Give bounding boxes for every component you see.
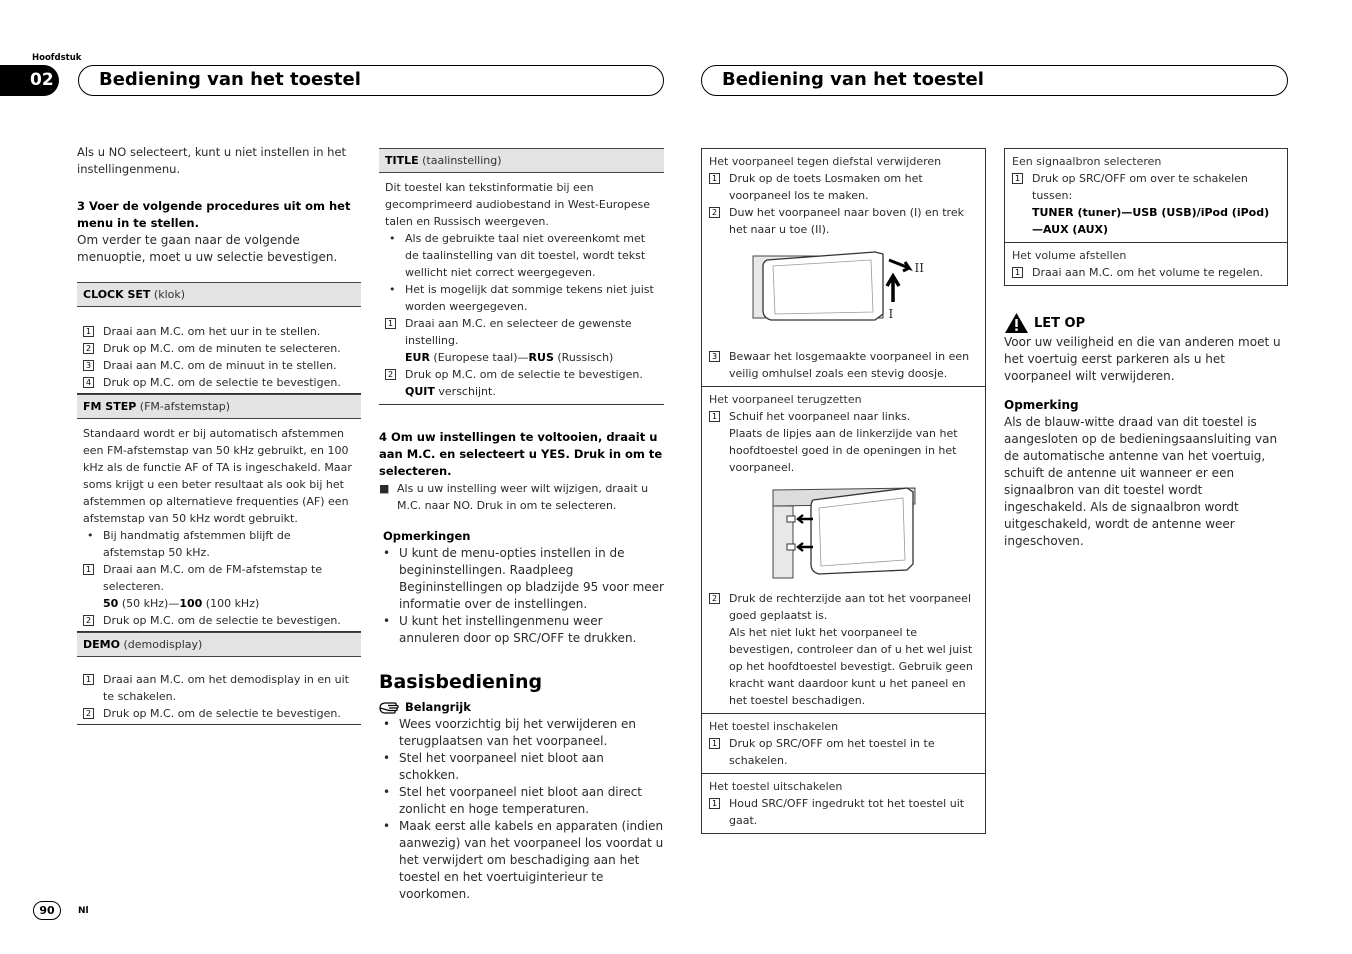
page-title-right: Bediening van het toestel — [701, 65, 1288, 96]
demo-body — [77, 657, 361, 725]
list-item: • U kunt de menu-opties instellen in de begininstellingen. Raadpleeg Begininstellingen op bladzijde 95 voor meer informatie over de instellingen. — [383, 546, 664, 611]
page-number: 90 — [33, 901, 61, 920]
list-item: 1 Houd SRC/OFF ingedrukt tot het toestel uit gaat. — [709, 795, 978, 829]
remove-panel-illustration — [749, 244, 939, 340]
panel-attach-drawing — [769, 480, 919, 584]
list-item: • Maak eerst alle kabels en apparaten (indien aanwezig) van het voorpaneel los voordat u het verwijdert om beschadiging aan het toestel en het voertuiginterieur te voorkomen. — [383, 819, 664, 901]
list-item: • Wees voorzichtig bij het verwijderen en terugplaatsen van het voorpaneel. — [383, 717, 636, 748]
power-off-title: Het toestel uitschakelen — [709, 780, 843, 793]
column-a — [77, 144, 361, 725]
list-item: 1 Draai aan M.C. om het volume te regelen. — [1012, 264, 1280, 281]
volume-title: Het volume afstellen — [1012, 249, 1127, 262]
column-b — [379, 148, 664, 903]
source-title: Een signaalbron selecteren — [1012, 155, 1162, 168]
basisbediening-heading: Basisbediening — [379, 671, 543, 693]
title-setting-body — [379, 173, 664, 405]
page-title-left: Bediening van het toestel — [78, 65, 664, 96]
title-setting-description: Dit toestel kan tekstinformatie bij een gecomprimeerd audiobestand in West-Europese talen en Russisch weergeven. — [385, 181, 651, 228]
list-item: 1 Draai aan M.C. en selecteer de gewenste instelling. — [385, 315, 658, 349]
step-3-body: Om verder te gaan naar de volgende menuoptie, moet u uw selectie bevestigen. — [77, 233, 338, 264]
chapter-number-badge: 02 — [0, 65, 59, 96]
power-on-title: Het toestel inschakelen — [709, 720, 839, 733]
pointing-hand-icon — [379, 701, 401, 715]
list-item: 1 Druk op SRC/OFF om over te schakelen tussen: TUNER (tuner)—USB (USB)/iPod (iPod)—AUX (AUX) — [1012, 170, 1280, 238]
attach-panel-title: Het voorpaneel terugzetten — [709, 393, 862, 406]
caution-body: Voor uw veiligheid en die van anderen moet u het voertuig eerst parkeren als u het voorpaneel wilt verwijderen. — [1004, 335, 1281, 383]
step-3-heading: 3 Voer de volgende procedures uit om het menu in te stellen. — [77, 199, 351, 230]
remark-heading: Opmerking — [1004, 398, 1079, 412]
volume-section — [1005, 242, 1287, 285]
fm-step-header: FM STEP (FM-afstemstap) — [77, 394, 361, 419]
fm-step-options: 50 (50 kHz)—100 (100 kHz) — [103, 597, 260, 610]
list-item: 1 Draai aan M.C. om het uur in te stellen. — [83, 323, 355, 340]
panel-removal-drawing — [749, 244, 939, 340]
list-item: 1 Druk op de toets Losmaken om het voorpaneel los te maken. — [709, 170, 978, 204]
source-list: TUNER (tuner)—USB (USB)/iPod (iPod)—AUX (AUX) — [1032, 206, 1270, 236]
list-item: • U kunt het instellingenmenu weer annuleren door op SRC/OFF te drukken. — [383, 614, 637, 645]
power-on-section — [702, 713, 985, 773]
list-item: 2 Druk op M.C. om de selectie te bevestigen. — [83, 705, 355, 722]
language-code: Nl — [78, 906, 89, 916]
list-item: • Als de gebruikte taal niet overeenkomt met de taalinstelling van dit toestel, wordt tekst wellicht niet correct weergegeven. — [389, 232, 646, 279]
title-setting-options: EUR (Europese taal)—RUS (Russisch) — [405, 351, 614, 364]
list-item: 2 Druk op M.C. om de selectie te bevestigen. — [83, 612, 355, 629]
list-item: • Bij handmatig afstemmen blijft de afstemstap 50 kHz. — [87, 529, 291, 559]
list-item: 4 Druk op M.C. om de selectie te bevestigen. — [83, 374, 355, 391]
arrow-label-1: I — [888, 307, 894, 321]
list-item: 2 Druk de rechterzijde aan tot het voorpaneel goed geplaatst is. Als het niet lukt het voorpaneel te bevestigen, controleer dan of u het wel juist op het hoofdtoestel bevestigt. Gebruik geen kracht want daardoor kunt u het paneel en het toestel beschadigen. — [709, 590, 978, 709]
chapter-label: Hoofdstuk — [32, 53, 82, 63]
list-item: 2 Druk op M.C. om de selectie te bevestigen. — [385, 366, 658, 383]
fm-step-description: Standaard wordt er bij automatisch afstemmen een FM-afstemstap van 50 kHz gebruikt, en 100 kHz als de functie AF of TA is ingeschakeld. Maar soms krijgt u een beter resultaat als ook bij het afstemmen op alternatieve frequenties (AF) een afstemstap van 50 kHz wordt gebruikt. — [83, 427, 352, 525]
list-item: 1 Draai aan M.C. om de FM-afstemstap te selecteren. — [83, 561, 355, 595]
fm-step-body — [77, 419, 361, 632]
list-item: 3 Draai aan M.C. om de minuut in te stellen. — [83, 357, 355, 374]
notes-heading: Opmerkingen — [383, 529, 471, 543]
clock-set-body — [77, 307, 361, 394]
list-item: • Stel het voorpaneel niet bloot aan direct zonlicht en hoge temperaturen. — [383, 785, 642, 816]
clock-set-header: CLOCK SET (klok) — [77, 282, 361, 307]
remove-panel-section — [702, 149, 985, 386]
remove-panel-title: Het voorpaneel tegen diefstal verwijderen — [709, 155, 942, 168]
list-item: 1 Schuif het voorpaneel naar links. Plaats de lipjes aan de linkerzijde van het hoofdtoestel goed in de openingen in het voorpaneel. — [709, 408, 978, 476]
arrow-label-2: II — [914, 261, 924, 275]
important-label: Belangrijk — [379, 699, 664, 716]
list-item: 3 Bewaar het losgemaakte voorpaneel in een veilig omhulsel zoals een stevig doosje. — [709, 348, 978, 382]
power-off-section — [702, 773, 985, 833]
title-setting-header: TITLE (taalinstelling) — [379, 148, 664, 173]
list-item: 2 Duw het voorpaneel naar boven (I) en trek het naar u toe (II). — [709, 204, 978, 238]
demo-header: DEMO (demodisplay) — [77, 632, 361, 657]
caution-heading: LET OP — [1004, 312, 1288, 334]
step-4-note: ■ Als u uw instelling weer wilt wijzigen, draait u M.C. naar NO. Druk in om te selecteren. — [379, 482, 649, 512]
quit-line: QUIT verschijnt. — [405, 385, 496, 398]
step-4-heading: 4 Om uw instellingen te voltooien, draait u aan M.C. en selecteert u YES. Druk in om te selecteren. — [379, 430, 663, 478]
attach-panel-section — [702, 386, 985, 713]
list-item: 1 Druk op SRC/OFF om het toestel in te schakelen. — [709, 735, 978, 769]
remark-body: Als de blauw-witte draad van dit toestel is aangesloten op de bedieningsaansluiting van de automatische antenne van het voertuig, schuift de antenne uit wanneer er een signaalbron van dit toestel wordt ingeschakeld. Als de signaalbron wordt uitgeschakeld, wordt de antenne weer ingeschoven. — [1004, 415, 1278, 548]
column-d-box — [1004, 148, 1288, 286]
list-item: 1 Draai aan M.C. om het demodisplay in en uit te schakelen. — [83, 671, 355, 705]
warning-triangle-icon — [1004, 312, 1029, 334]
list-item: • Stel het voorpaneel niet bloot aan schokken. — [383, 751, 604, 782]
column-d — [1004, 148, 1288, 550]
list-item: • Het is mogelijk dat sommige tekens niet juist worden weergegeven. — [389, 283, 654, 313]
intro-text: Als u NO selecteert, kunt u niet instellen in het instellingenmenu. — [77, 145, 347, 176]
list-item: 2 Druk op M.C. om de minuten te selecteren. — [83, 340, 355, 357]
source-section — [1005, 149, 1287, 242]
column-c-box — [701, 148, 986, 834]
